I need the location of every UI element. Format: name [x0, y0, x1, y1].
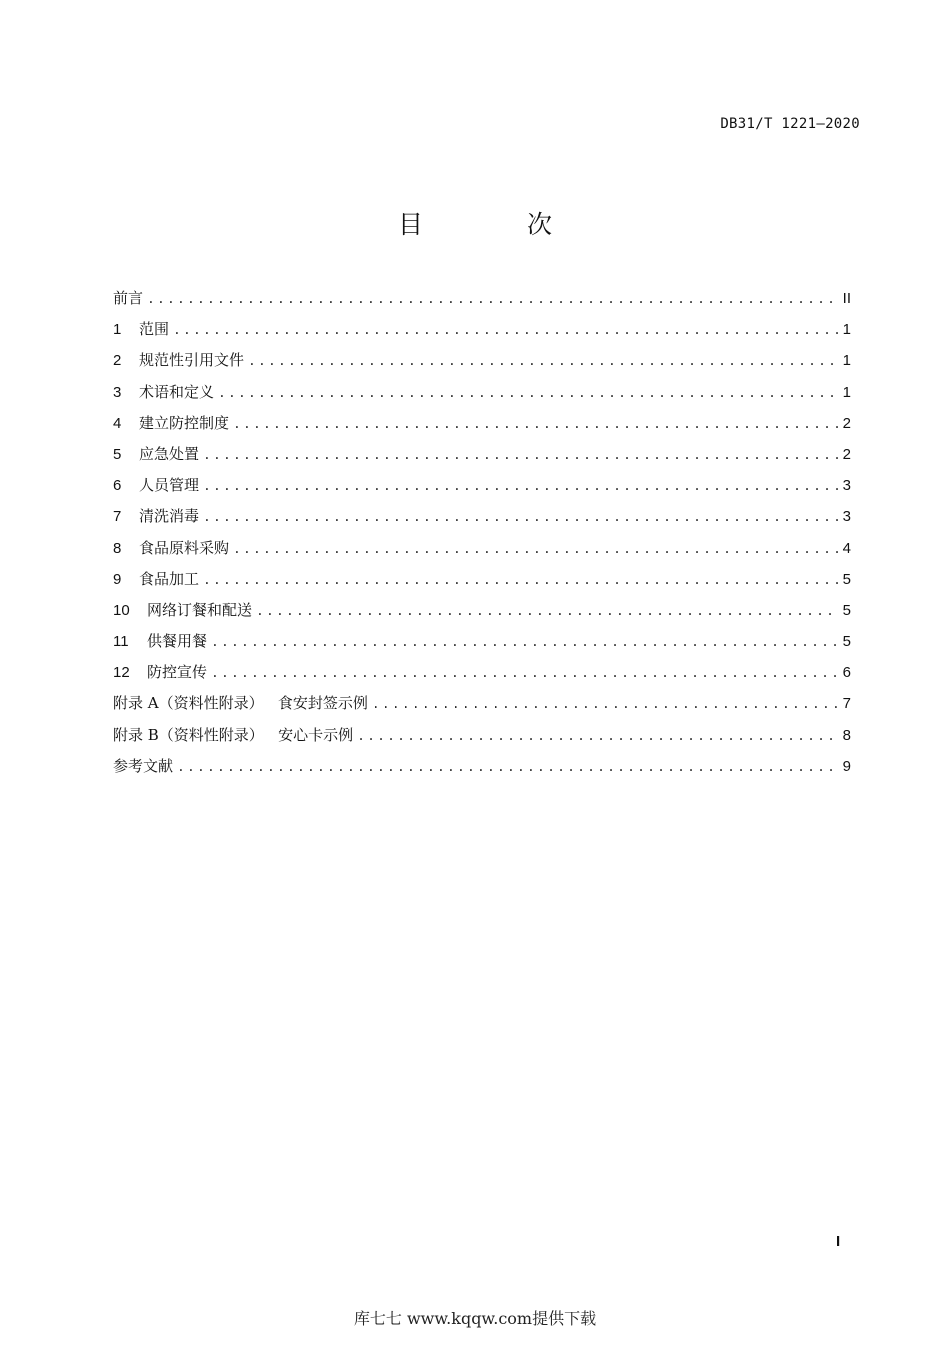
toc-entry-label: 建立防控制度: [139, 413, 230, 432]
toc-entry-7[interactable]: [113, 505, 851, 536]
toc-entry-appendix-b[interactable]: [113, 724, 851, 755]
toc-entry-number: 7: [113, 508, 122, 526]
toc-title: 目 次: [398, 210, 600, 239]
toc-entry-references[interactable]: [113, 755, 851, 786]
toc-entry-page: 5: [842, 633, 851, 651]
toc-entry-label: 前言: [113, 289, 144, 307]
toc-leader-dots: [357, 726, 839, 748]
toc-leader-dots: [203, 507, 839, 529]
toc-entry-label: 应急处置: [139, 444, 200, 463]
toc-entry-8[interactable]: [113, 537, 851, 568]
toc-entry-label: 术语和定义: [139, 382, 215, 401]
toc-entry-page: 1: [842, 383, 851, 401]
toc-entry-number: 2: [113, 352, 122, 370]
toc-entry-page: 4: [842, 539, 851, 557]
toc-leader-dots: [372, 694, 839, 716]
toc-entry-page: 5: [842, 601, 851, 619]
table-of-contents: [113, 287, 851, 786]
toc-entry-label: 附录 A（资料性附录） 食安封签示例: [113, 694, 368, 713]
toc-entry-number: 3: [113, 383, 122, 401]
toc-entry-number: 5: [113, 445, 122, 463]
toc-entry-2[interactable]: [113, 349, 851, 380]
toc-entry-label: 清洗消毒: [139, 507, 200, 526]
toc-entry-number: 6: [113, 477, 122, 495]
toc-entry-number: 9: [113, 570, 122, 588]
toc-leader-dots: [248, 351, 839, 373]
toc-leader-dots: [218, 383, 839, 405]
toc-entry-label: 人员管理: [139, 476, 200, 495]
toc-entry-page: 1: [842, 352, 851, 370]
toc-entry-number: 1: [113, 321, 122, 339]
toc-entry-label: 附录 B（资料性附录） 安心卡示例: [113, 725, 354, 744]
toc-leader-dots: [211, 663, 839, 685]
toc-entry-label: 范围: [139, 320, 170, 339]
toc-entry-number: 12: [113, 664, 130, 682]
toc-entry-label: 参考文献: [113, 756, 174, 775]
toc-entry-label: 供餐用餐: [147, 632, 208, 651]
toc-leader-dots: [177, 757, 839, 779]
toc-entry-appendix-a[interactable]: [113, 692, 851, 723]
toc-entry-3[interactable]: [113, 381, 851, 412]
toc-entry-label: 食品加工: [139, 569, 200, 588]
document-code: DB31/T 1221—2020: [720, 116, 860, 132]
toc-leader-dots: [233, 539, 839, 561]
page-number: I: [836, 1233, 841, 1250]
toc-entry-6[interactable]: [113, 474, 851, 505]
toc-entry-1[interactable]: [113, 318, 851, 349]
toc-entry-page: 8: [842, 726, 851, 744]
toc-leader-dots: [211, 632, 839, 654]
toc-leader-dots: [203, 570, 839, 592]
toc-leader-dots: [203, 476, 839, 498]
toc-entry-number: 11: [113, 633, 129, 651]
toc-entry-4[interactable]: [113, 412, 851, 443]
toc-entry-number: 8: [113, 539, 122, 557]
toc-leader-dots: [256, 601, 839, 623]
toc-entry-page: 5: [842, 570, 851, 588]
toc-entry-label: 食品原料采购: [139, 538, 230, 557]
toc-entry-preface[interactable]: [113, 287, 851, 318]
toc-entry-page: 7: [842, 695, 851, 713]
toc-entry-label: 防控宣传: [147, 663, 208, 682]
toc-entry-10[interactable]: [113, 599, 851, 630]
toc-entry-page: 9: [842, 757, 851, 775]
toc-entry-number: 4: [113, 414, 122, 432]
toc-entry-12[interactable]: [113, 661, 851, 692]
toc-entry-page: 2: [842, 414, 851, 432]
toc-entry-5[interactable]: [113, 443, 851, 474]
toc-entry-page: 6: [842, 664, 851, 682]
toc-entry-page: 3: [842, 477, 851, 495]
toc-entry-label: 网络订餐和配送: [147, 600, 253, 619]
toc-entry-number: 10: [113, 601, 130, 619]
toc-leader-dots: [147, 289, 839, 311]
download-credit: 库七七 www.kqqw.com提供下载: [353, 1309, 597, 1328]
toc-entry-11[interactable]: [113, 630, 851, 661]
toc-leader-dots: [173, 320, 839, 342]
toc-entry-page: II: [842, 290, 851, 307]
toc-leader-dots: [203, 445, 839, 467]
toc-leader-dots: [233, 414, 839, 436]
toc-entry-page: 2: [842, 445, 851, 463]
toc-entry-label: 规范性引用文件: [139, 351, 245, 370]
toc-entry-page: 1: [842, 321, 851, 339]
toc-entry-page: 3: [842, 508, 851, 526]
toc-entry-9[interactable]: [113, 568, 851, 599]
